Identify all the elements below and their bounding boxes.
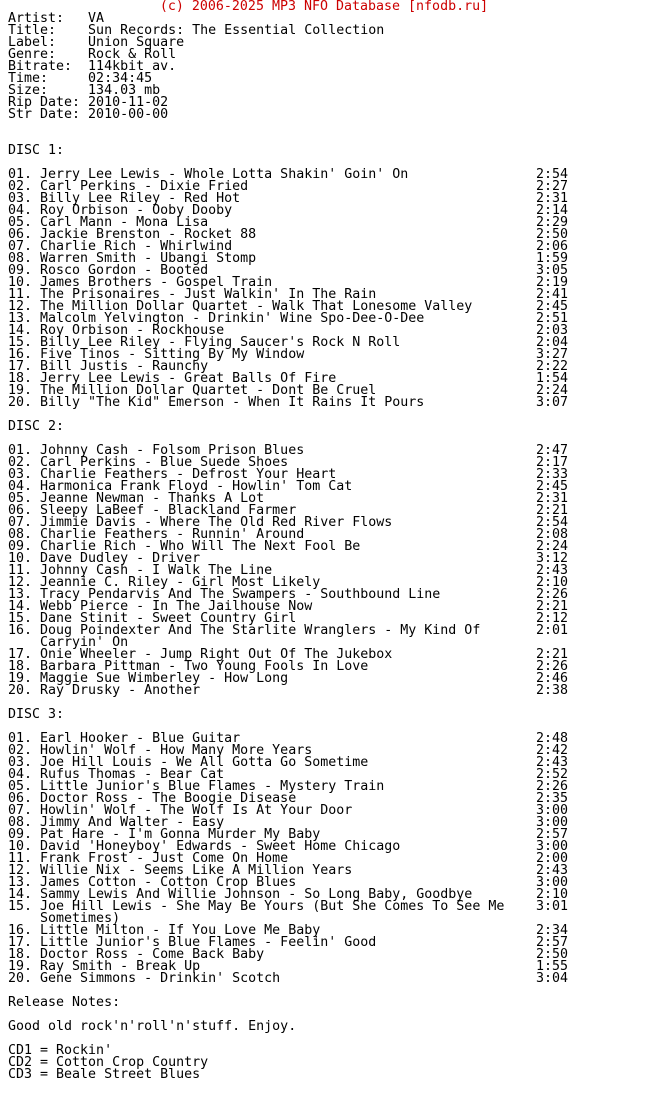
track-duration: 3:04 bbox=[536, 971, 569, 986]
track-duration: 2:45 bbox=[536, 299, 569, 314]
track-title: 17. Bill Justis - Raunchy bbox=[8, 359, 209, 374]
track-duration: 3:00 bbox=[536, 803, 569, 818]
track-title: 19. Maggie Sue Wimberley - How Long bbox=[8, 671, 289, 686]
track-duration: 1:55 bbox=[536, 959, 569, 974]
track-title: 14. Webb Pierce - In The Jailhouse Now bbox=[8, 599, 313, 614]
track-duration: 2:29 bbox=[536, 215, 569, 230]
track-duration: 2:21 bbox=[536, 599, 569, 614]
track-duration: 2:26 bbox=[536, 587, 569, 602]
track-title: 02. Howlin' Wolf - How Many More Years bbox=[8, 743, 313, 758]
track-duration: 1:59 bbox=[536, 251, 569, 266]
track-duration: 3:07 bbox=[536, 395, 569, 410]
track-duration: 3:05 bbox=[536, 263, 569, 278]
release-notes-title: Release Notes: bbox=[8, 995, 121, 1010]
track-duration: 2:50 bbox=[536, 947, 569, 962]
track-title: 04. Harmonica Frank Floyd - Howlin' Tom Cat bbox=[8, 479, 353, 494]
info-ripdate: Rip Date: 2010-11-02 bbox=[8, 95, 169, 110]
cd-name-3: CD3 = Beale Street Blues bbox=[8, 1067, 201, 1082]
track-title: 12. Willie Nix - Seems Like A Million Years bbox=[8, 863, 353, 878]
track-title: 19. The Million Dollar Quartet - Dont Be Cruel bbox=[8, 383, 377, 398]
track-title: 10. James Brothers - Gospel Train bbox=[8, 275, 273, 290]
track-duration: 2:26 bbox=[536, 659, 569, 674]
track-title: 09. Charlie Rich - Who Will The Next Fool Be bbox=[8, 539, 361, 554]
info-strdate: Str Date: 2010-00-00 bbox=[8, 107, 169, 122]
track-title: 05. Little Junior's Blue Flames - Mystery Train bbox=[8, 779, 385, 794]
track-duration: 2:14 bbox=[536, 203, 569, 218]
track-duration: 2:21 bbox=[536, 503, 569, 518]
track-duration: 3:00 bbox=[536, 815, 569, 830]
track-title: 07. Howlin' Wolf - The Wolf Is At Your Door bbox=[8, 803, 353, 818]
track-title: 04. Rufus Thomas - Bear Cat bbox=[8, 767, 225, 782]
info-size: Size: 134.03 mb bbox=[8, 83, 161, 98]
info-label: Label: Union Square bbox=[8, 35, 185, 50]
disc-3-title: DISC 3: bbox=[8, 707, 65, 722]
release-notes-text: Good old rock'n'roll'n'stuff. Enjoy. bbox=[8, 1019, 297, 1034]
track-title: 02. Carl Perkins - Dixie Fried bbox=[8, 179, 249, 194]
track-duration: 2:27 bbox=[536, 179, 569, 194]
track-title: 18. Doctor Ross - Come Back Baby bbox=[8, 947, 265, 962]
track-title: 14. Sammy Lewis And Willie Johnson - So Long Baby, Goodbye bbox=[8, 887, 473, 902]
track-duration: 2:43 bbox=[536, 863, 569, 878]
track-title: 16. Little Milton - If You Love Me Baby bbox=[8, 923, 321, 938]
track-title: 16. Doug Poindexter And The Starlite Wranglers - My Kind Of bbox=[8, 623, 481, 638]
track-title: 17. Little Junior's Blue Flames - Feelin' Good bbox=[8, 935, 377, 950]
track-title: 06. Jackie Brenston - Rocket 88 bbox=[8, 227, 257, 242]
track-title: 06. Sleepy LaBeef - Blackland Farmer bbox=[8, 503, 297, 518]
track-title: 01. Earl Hooker - Blue Guitar bbox=[8, 731, 241, 746]
track-title: 12. The Million Dollar Quartet - Walk That Lonesome Valley bbox=[8, 299, 473, 314]
track-title: 15. Joe Hill Lewis - She May Be Yours (But She Comes To See Me bbox=[8, 899, 505, 914]
track-duration: 2:50 bbox=[536, 227, 569, 242]
track-title: 07. Charlie Rich - Whirlwind bbox=[8, 239, 233, 254]
track-duration: 2:42 bbox=[536, 743, 569, 758]
track-title: 08. Jimmy And Walter - Easy bbox=[8, 815, 225, 830]
cd-name-1: CD1 = Rockin' bbox=[8, 1043, 113, 1058]
track-duration: 2:57 bbox=[536, 827, 569, 842]
info-title: Title: Sun Records: The Essential Collection bbox=[8, 23, 385, 38]
track-duration: 3:01 bbox=[536, 899, 569, 914]
track-duration: 3:00 bbox=[536, 875, 569, 890]
track-duration: 2:43 bbox=[536, 755, 569, 770]
track-title: 03. Billy Lee Riley - Red Hot bbox=[8, 191, 241, 206]
track-duration: 2:24 bbox=[536, 539, 569, 554]
track-duration: 2:17 bbox=[536, 455, 569, 470]
track-title: 17. Onie Wheeler - Jump Right Out Of The Jukebox bbox=[8, 647, 393, 662]
track-title: 13. Malcolm Yelvington - Drinkin' Wine Spo-Dee-O-Dee bbox=[8, 311, 425, 326]
track-duration: 2:06 bbox=[536, 239, 569, 254]
track-title: 10. Dave Dudley - Driver bbox=[8, 551, 201, 566]
track-title: 20. Gene Simmons - Drinkin' Scotch bbox=[8, 971, 281, 986]
track-title: 20. Ray Drusky - Another bbox=[8, 683, 201, 698]
track-title: 12. Jeannie C. Riley - Girl Most Likely bbox=[8, 575, 321, 590]
track-duration: 2:21 bbox=[536, 647, 569, 662]
track-duration: 2:01 bbox=[536, 623, 569, 638]
info-genre: Genre: Rock & Roll bbox=[8, 47, 177, 62]
track-duration: 2:08 bbox=[536, 527, 569, 542]
track-title: 15. Billy Lee Riley - Flying Saucer's Rock N Roll bbox=[8, 335, 401, 350]
track-duration: 2:03 bbox=[536, 323, 569, 338]
track-title: 20. Billy "The Kid" Emerson - When It Rains It Pours bbox=[8, 395, 425, 410]
track-duration: 1:54 bbox=[536, 371, 569, 386]
track-title: 14. Roy Orbison - Rockhouse bbox=[8, 323, 225, 338]
track-title: 18. Jerry Lee Lewis - Great Balls Of Fire bbox=[8, 371, 337, 386]
track-duration: 2:12 bbox=[536, 611, 569, 626]
track-duration: 2:51 bbox=[536, 311, 569, 326]
track-duration: 2:10 bbox=[536, 887, 569, 902]
info-bitrate: Bitrate: 114kbit av. bbox=[8, 59, 177, 74]
disc-1-title: DISC 1: bbox=[8, 143, 65, 158]
track-title-continued: Carryin' On bbox=[8, 635, 129, 650]
track-title: 08. Warren Smith - Ubangi Stomp bbox=[8, 251, 257, 266]
track-title: 03. Charlie Feathers - Defrost Your Heart bbox=[8, 467, 337, 482]
track-duration: 2:41 bbox=[536, 287, 569, 302]
track-duration: 2:31 bbox=[536, 191, 569, 206]
track-title: 13. James Cotton - Cotton Crop Blues bbox=[8, 875, 297, 890]
info-time: Time: 02:34:45 bbox=[8, 71, 153, 86]
track-duration: 2:43 bbox=[536, 563, 569, 578]
disc-2-title: DISC 2: bbox=[8, 419, 65, 434]
track-duration: 2:54 bbox=[536, 167, 569, 182]
track-duration: 2:19 bbox=[536, 275, 569, 290]
track-title: 10. David 'Honeyboy' Edwards - Sweet Home Chicago bbox=[8, 839, 401, 854]
track-duration: 2:00 bbox=[536, 851, 569, 866]
track-duration: 2:24 bbox=[536, 383, 569, 398]
track-title: 07. Jimmie Davis - Where The Old Red River Flows bbox=[8, 515, 393, 530]
track-duration: 2:45 bbox=[536, 479, 569, 494]
track-duration: 2:57 bbox=[536, 935, 569, 950]
track-duration: 2:47 bbox=[536, 443, 569, 458]
track-title: 16. Five Tinos - Sitting By My Window bbox=[8, 347, 305, 362]
info-artist: Artist: VA bbox=[8, 11, 105, 26]
track-title: 11. Johnny Cash - I Walk The Line bbox=[8, 563, 273, 578]
track-title: 09. Rosco Gordon - Booted bbox=[8, 263, 209, 278]
track-duration: 2:34 bbox=[536, 923, 569, 938]
track-duration: 2:22 bbox=[536, 359, 569, 374]
track-title: 04. Roy Orbison - Ooby Dooby bbox=[8, 203, 233, 218]
track-title: 02. Carl Perkins - Blue Suede Shoes bbox=[8, 455, 289, 470]
track-duration: 2:33 bbox=[536, 467, 569, 482]
track-title: 08. Charlie Feathers - Runnin' Around bbox=[8, 527, 305, 542]
track-duration: 3:12 bbox=[536, 551, 569, 566]
track-title: 06. Doctor Ross - The Boogie Disease bbox=[8, 791, 297, 806]
track-title-continued: Sometimes) bbox=[8, 911, 121, 926]
track-duration: 2:35 bbox=[536, 791, 569, 806]
track-title: 01. Johnny Cash - Folsom Prison Blues bbox=[8, 443, 305, 458]
cd-name-2: CD2 = Cotton Crop Country bbox=[8, 1055, 209, 1070]
track-title: 09. Pat Hare - I'm Gonna Murder My Baby bbox=[8, 827, 321, 842]
track-duration: 2:52 bbox=[536, 767, 569, 782]
track-duration: 2:48 bbox=[536, 731, 569, 746]
track-title: 13. Tracy Pendarvis And The Swampers - Southbound Line bbox=[8, 587, 441, 602]
track-duration: 2:10 bbox=[536, 575, 569, 590]
track-duration: 2:26 bbox=[536, 779, 569, 794]
track-title: 18. Barbara Pittman - Two Young Fools In Love bbox=[8, 659, 369, 674]
track-title: 01. Jerry Lee Lewis - Whole Lotta Shakin' Goin' On bbox=[8, 167, 409, 182]
track-duration: 2:54 bbox=[536, 515, 569, 530]
track-duration: 3:00 bbox=[536, 839, 569, 854]
track-duration: 3:27 bbox=[536, 347, 569, 362]
track-duration: 2:38 bbox=[536, 683, 569, 698]
track-duration: 2:46 bbox=[536, 671, 569, 686]
track-duration: 2:04 bbox=[536, 335, 569, 350]
track-title: 05. Carl Mann - Mona Lisa bbox=[8, 215, 209, 230]
track-duration: 2:31 bbox=[536, 491, 569, 506]
track-title: 11. The Prisonaires - Just Walkin' In The Rain bbox=[8, 287, 377, 302]
track-title: 05. Jeanne Newman - Thanks A Lot bbox=[8, 491, 265, 506]
track-title: 19. Ray Smith - Break Up bbox=[8, 959, 201, 974]
nfodb-header: (c) 2006-2025 MP3 NFO Database [nfodb.ru] bbox=[159, 0, 489, 14]
track-title: 15. Dane Stinit - Sweet Country Girl bbox=[8, 611, 297, 626]
track-title: 11. Frank Frost - Just Come On Home bbox=[8, 851, 289, 866]
track-title: 03. Joe Hill Louis - We All Gotta Go Sometime bbox=[8, 755, 369, 770]
